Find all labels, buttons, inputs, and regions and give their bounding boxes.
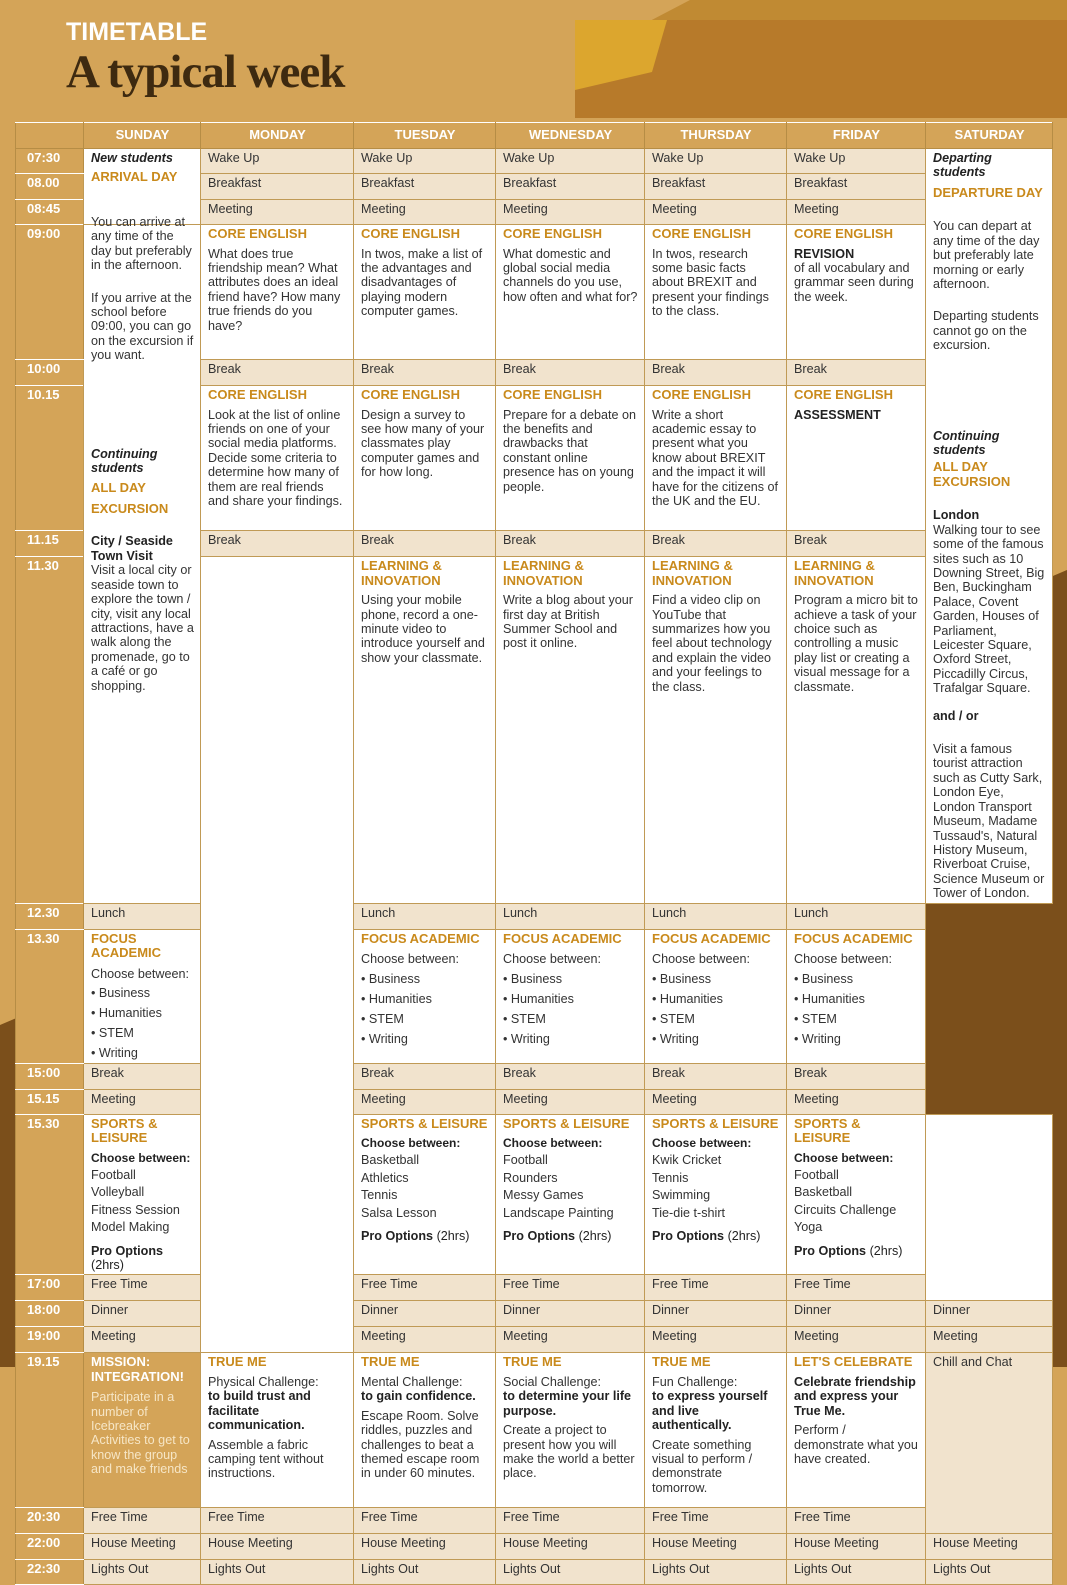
corner-cell bbox=[16, 123, 84, 149]
routine-cell: Free Time bbox=[354, 1275, 496, 1301]
sports-cell: SPORTS & LEISURE Choose between: Football Basketball Circuits Challenge Yoga Pro Options (2hrs) bbox=[787, 1114, 926, 1275]
day-header: TUESDAY bbox=[354, 123, 496, 149]
table-row bbox=[16, 1063, 1053, 1089]
time-cell: 11.30 bbox=[16, 557, 84, 903]
routine-cell: Lunch bbox=[84, 903, 201, 929]
depart-text: You can depart at any time of the day but preferably late morning or early afternoon. bbox=[933, 219, 1040, 291]
table-row bbox=[16, 1114, 1053, 1275]
time-cell: 10:00 bbox=[16, 360, 84, 386]
routine-cell: Lights Out bbox=[787, 1560, 926, 1585]
routine-cell: Break bbox=[787, 531, 926, 557]
time-cell: 18:00 bbox=[16, 1301, 84, 1327]
time-cell: 08.00 bbox=[16, 174, 84, 200]
routine-cell: Meeting bbox=[354, 1327, 496, 1353]
routine-cell: House Meeting bbox=[354, 1534, 496, 1560]
routine-cell: Free Time bbox=[645, 1508, 787, 1534]
sports-cell: SPORTS & LEISURE Choose between: Football Rounders Messy Games Landscape Painting Pro Options (2hrs) bbox=[496, 1114, 645, 1275]
time-cell: 09:00 bbox=[16, 225, 84, 360]
core-english-cell: CORE ENGLISH Look at the list of online friends on one of your social media platforms. Decide some criteria to determine how many of them are real friends and share your findings. bbox=[201, 386, 354, 531]
routine-cell: House Meeting bbox=[201, 1534, 354, 1560]
core-english-cell: CORE ENGLISH What does true friendship mean? What attributes does an ideal friend have? How many true friends do you have? bbox=[201, 225, 354, 360]
early-arrival-text: If you arrive at the school before 09:00, you can go on the excursion if you want. bbox=[91, 290, 194, 363]
routine-cell: Lights Out bbox=[926, 1560, 1053, 1585]
time-cell: 15.30 bbox=[16, 1114, 84, 1275]
routine-cell: Breakfast bbox=[354, 174, 496, 200]
routine-cell: Meeting bbox=[926, 1327, 1053, 1353]
time-cell: 20:30 bbox=[16, 1508, 84, 1534]
table-row bbox=[16, 903, 1053, 929]
table-row bbox=[16, 1534, 1053, 1560]
routine-cell: Dinner bbox=[645, 1301, 787, 1327]
core-english-cell: CORE ENGLISH In twos, research some basic facts about BREXIT and present your findings to the class. bbox=[645, 225, 787, 360]
routine-cell: Break bbox=[496, 360, 645, 386]
routine-cell: Break bbox=[645, 1063, 787, 1089]
routine-cell: Break bbox=[354, 1063, 496, 1089]
celebrate-cell: LET'S CELEBRATE Celebrate friendship and express your True Me. Perform / demonstrate what you have created. bbox=[787, 1353, 926, 1508]
table-row bbox=[16, 1327, 1053, 1353]
routine-cell: Meeting bbox=[645, 1327, 787, 1353]
time-cell: 15.15 bbox=[16, 1089, 84, 1114]
time-cell: 22:30 bbox=[16, 1560, 84, 1585]
sunday-info-cell bbox=[84, 215, 201, 904]
routine-cell: Breakfast bbox=[496, 174, 645, 200]
routine-cell: Free Time bbox=[354, 1508, 496, 1534]
sunday-arrival-cell bbox=[84, 149, 201, 225]
learning-cell: LEARNING & INNOVATION Using your mobile phone, record a one-minute video to introduce yourself and show your classmate. bbox=[354, 557, 496, 903]
routine-cell: Lights Out bbox=[496, 1560, 645, 1585]
time-cell: 10.15 bbox=[16, 386, 84, 531]
routine-cell: Breakfast bbox=[201, 174, 354, 200]
core-english-cell: CORE ENGLISH ASSESSMENT bbox=[787, 386, 926, 531]
routine-cell: Lunch bbox=[787, 903, 926, 929]
routine-cell: House Meeting bbox=[926, 1534, 1053, 1560]
saturday-departure-cell bbox=[926, 149, 1053, 904]
routine-cell: Break bbox=[787, 360, 926, 386]
routine-cell: Break bbox=[645, 531, 787, 557]
routine-cell: Lights Out bbox=[201, 1560, 354, 1585]
time-cell: 13.30 bbox=[16, 929, 84, 1063]
focus-academic-cell: FOCUS ACADEMIC Choose between: • Business • Humanities • STEM • Writing bbox=[84, 929, 201, 1063]
routine-cell: Wake Up bbox=[496, 149, 645, 174]
routine-cell: Free Time bbox=[496, 1275, 645, 1301]
time-cell: 19.15 bbox=[16, 1353, 84, 1508]
saturday-afternoon-spacer bbox=[926, 1114, 1053, 1301]
table-row bbox=[16, 149, 1053, 174]
focus-academic-cell: FOCUS ACADEMIC Choose between: • Business • Humanities • STEM • Writing bbox=[645, 929, 787, 1063]
page-subtitle: TIMETABLE bbox=[66, 18, 208, 46]
core-english-cell: CORE ENGLISH REVISION of all vocabulary and grammar seen during the week. bbox=[787, 225, 926, 360]
table-row bbox=[16, 929, 1053, 1063]
arrive-text: You can arrive at any time of the day but preferably in the afternoon. bbox=[91, 215, 192, 273]
routine-cell: Break bbox=[354, 360, 496, 386]
table-row bbox=[16, 1353, 1053, 1508]
timetable bbox=[15, 122, 1053, 1585]
routine-cell: Lights Out bbox=[645, 1560, 787, 1585]
routine-cell: Lights Out bbox=[354, 1560, 496, 1585]
saturday-continuing-label: Continuing students bbox=[933, 428, 1000, 457]
routine-cell: Meeting bbox=[496, 200, 645, 225]
focus-academic-cell: FOCUS ACADEMIC Choose between: • Business • Humanities • STEM • Writing bbox=[354, 929, 496, 1063]
table-row bbox=[16, 1089, 1053, 1114]
new-students-label: New students bbox=[91, 151, 173, 165]
routine-cell: Meeting bbox=[496, 1327, 645, 1353]
routine-cell: Meeting bbox=[787, 1327, 926, 1353]
time-cell: 11.15 bbox=[16, 531, 84, 557]
routine-cell: Free Time bbox=[496, 1508, 645, 1534]
core-english-cell: CORE ENGLISH Design a survey to see how many of your classmates play computer games and for how long. bbox=[354, 386, 496, 531]
chill-and-chat-cell: Chill and Chat bbox=[926, 1353, 1053, 1534]
day-header-row bbox=[16, 123, 1053, 149]
core-english-cell: CORE ENGLISH In twos, make a list of the advantages and disadvantages of playing modern computer games. bbox=[354, 225, 496, 360]
table-row bbox=[16, 1301, 1053, 1327]
all-day-heading: ALL DAY bbox=[91, 480, 146, 496]
routine-cell: Break bbox=[645, 360, 787, 386]
routine-cell: House Meeting bbox=[645, 1534, 787, 1560]
and-or-label: and / or bbox=[933, 708, 979, 723]
sunday-continuing-label: Continuing students bbox=[91, 446, 158, 476]
table-row bbox=[16, 1275, 1053, 1301]
departing-students-label: Departing students bbox=[933, 151, 992, 180]
routine-cell: Dinner bbox=[84, 1301, 201, 1327]
routine-cell: Meeting bbox=[84, 1089, 201, 1114]
london-text: Walking tour to see some of the famous sites such as 10 Downing Street, Big Ben, Buckingham Palace, Covent Garden, Houses of Parliament, Leicester Square, Oxford Street, Piccadilly Circus, Trafalgar Square. bbox=[933, 522, 1045, 696]
core-english-cell: CORE ENGLISH What domestic and global social media channels do you use, how often and what for? bbox=[496, 225, 645, 360]
routine-cell: Break bbox=[787, 1063, 926, 1089]
departure-day-heading: DEPARTURE DAY bbox=[933, 184, 1043, 200]
routine-cell: Break bbox=[201, 531, 354, 557]
routine-cell: House Meeting bbox=[496, 1534, 645, 1560]
routine-cell: Breakfast bbox=[787, 174, 926, 200]
sports-cell: SPORTS & LEISURE Choose between: Football Volleyball Fitness Session Model Making Pro Options (2hrs) bbox=[84, 1114, 201, 1275]
excursion-heading: EXCURSION bbox=[91, 500, 169, 516]
depart-note: Departing students cannot go on the excursion. bbox=[933, 309, 1039, 353]
day-header: SATURDAY bbox=[926, 123, 1053, 149]
routine-cell: Free Time bbox=[84, 1275, 201, 1301]
routine-cell: Meeting bbox=[787, 200, 926, 225]
day-header: WEDNESDAY bbox=[496, 123, 645, 149]
core-english-cell: CORE ENGLISH Prepare for a debate on the benefits and drawbacks that constant online presence has on young people. bbox=[496, 386, 645, 531]
routine-cell: Break bbox=[496, 531, 645, 557]
routine-cell: Meeting bbox=[645, 1089, 787, 1114]
core-english-cell: CORE ENGLISH Write a short academic essay to present what you know about BREXIT and the impact it will have for the citizens of the UK and the EU. bbox=[645, 386, 787, 531]
focus-academic-cell: FOCUS ACADEMIC Choose between: • Business • Humanities • STEM • Writing bbox=[787, 929, 926, 1063]
routine-cell: Dinner bbox=[496, 1301, 645, 1327]
routine-cell: Meeting bbox=[645, 200, 787, 225]
routine-cell: Break bbox=[84, 1063, 201, 1089]
saturday-excursion-heading: ALL DAY EXCURSION bbox=[933, 459, 1011, 489]
routine-cell: Wake Up bbox=[354, 149, 496, 174]
time-cell: 15:00 bbox=[16, 1063, 84, 1089]
learning-cell: LEARNING & INNOVATION Program a micro bit to achieve a task of your choice such as controlling a music play list or creating a visual message for a classmate. bbox=[787, 557, 926, 903]
routine-cell: Meeting bbox=[354, 1089, 496, 1114]
routine-cell: Lunch bbox=[645, 903, 787, 929]
routine-cell: Dinner bbox=[926, 1301, 1053, 1327]
city-visit-text: Visit a local city or seaside town to explore the town / city, visit any local attractions, have a walk along the promenade, go to a café or go shopping. bbox=[91, 563, 194, 693]
routine-cell: Lunch bbox=[496, 903, 645, 929]
routine-cell: Meeting bbox=[496, 1089, 645, 1114]
sunday-evening-spacer bbox=[201, 557, 354, 1353]
routine-cell: Free Time bbox=[787, 1275, 926, 1301]
focus-academic-cell: FOCUS ACADEMIC Choose between: • Business • Humanities • STEM • Writing bbox=[496, 929, 645, 1063]
true-me-cell: TRUE ME Mental Challenge: to gain confidence. Escape Room. Solve riddles, puzzles and challenges to beat a themed escape room in under 60 minutes. bbox=[354, 1353, 496, 1508]
time-cell: 19:00 bbox=[16, 1327, 84, 1353]
day-header: FRIDAY bbox=[787, 123, 926, 149]
table-row bbox=[16, 1560, 1053, 1585]
table-row bbox=[16, 1508, 1053, 1534]
time-cell: 22:00 bbox=[16, 1534, 84, 1560]
routine-cell: Meeting bbox=[354, 200, 496, 225]
city-visit-title: City / Seaside Town Visit bbox=[91, 534, 173, 563]
routine-cell: Free Time bbox=[84, 1508, 201, 1534]
routine-cell: Break bbox=[496, 1063, 645, 1089]
routine-cell: Lunch bbox=[354, 903, 496, 929]
true-me-cell: TRUE ME Physical Challenge: to build trust and facilitate communication. Assemble a fabric camping tent without instructions. bbox=[201, 1353, 354, 1508]
routine-cell: House Meeting bbox=[787, 1534, 926, 1560]
true-me-cell: TRUE ME Fun Challenge: to express yourself and live authentically. Create something visual to perform / demonstrate tomorrow. bbox=[645, 1353, 787, 1508]
sports-cell: SPORTS & LEISURE Choose between: Basketball Athletics Tennis Salsa Lesson Pro Options (2hrs) bbox=[354, 1114, 496, 1275]
routine-cell: Break bbox=[201, 360, 354, 386]
page-title: A typical week bbox=[66, 46, 345, 98]
routine-cell: Breakfast bbox=[645, 174, 787, 200]
time-cell: 08:45 bbox=[16, 200, 84, 225]
sports-cell: SPORTS & LEISURE Choose between: Kwik Cricket Tennis Swimming Tie-die t-shirt Pro Options (2hrs) bbox=[645, 1114, 787, 1275]
london-title: London bbox=[933, 508, 980, 523]
day-header: MONDAY bbox=[201, 123, 354, 149]
routine-cell: Wake Up bbox=[201, 149, 354, 174]
routine-cell: Free Time bbox=[787, 1508, 926, 1534]
arrival-day-heading: ARRIVAL DAY bbox=[91, 169, 178, 185]
day-header: THURSDAY bbox=[645, 123, 787, 149]
time-cell: 17:00 bbox=[16, 1275, 84, 1301]
time-cell: 12.30 bbox=[16, 903, 84, 929]
routine-cell: Meeting bbox=[84, 1327, 201, 1353]
mission-cell: MISSION: INTEGRATION! Participate in a number of Icebreaker Activities to get to know the group and make friends bbox=[84, 1353, 201, 1508]
routine-cell: Free Time bbox=[645, 1275, 787, 1301]
learning-cell: LEARNING & INNOVATION Find a video clip on YouTube that summarizes how you feel about technology and explain the video and your feelings to the class. bbox=[645, 557, 787, 903]
routine-cell: Lights Out bbox=[84, 1560, 201, 1585]
day-header: SUNDAY bbox=[84, 123, 201, 149]
table-row bbox=[16, 225, 1053, 360]
routine-cell: Wake Up bbox=[787, 149, 926, 174]
routine-cell: Meeting bbox=[201, 200, 354, 225]
routine-cell: Meeting bbox=[787, 1089, 926, 1114]
learning-cell: LEARNING & INNOVATION Write a blog about your first day at British Summer School and post it online. bbox=[496, 557, 645, 903]
routine-cell: House Meeting bbox=[84, 1534, 201, 1560]
routine-cell: Dinner bbox=[787, 1301, 926, 1327]
routine-cell: Wake Up bbox=[645, 149, 787, 174]
routine-cell: Break bbox=[354, 531, 496, 557]
time-cell: 07:30 bbox=[16, 149, 84, 174]
routine-cell: Dinner bbox=[354, 1301, 496, 1327]
attraction-text: Visit a famous tourist attraction such as Cutty Sark, London Eye, London Transport Museum, Madame Tussaud's, Natural History Museum, Riverboat Cruise, Science Museum or Tower of London. bbox=[933, 742, 1045, 901]
true-me-cell: TRUE ME Social Challenge: to determine your life purpose. Create a project to present how you will make the world a better place. bbox=[496, 1353, 645, 1508]
routine-cell: Free Time bbox=[201, 1508, 354, 1534]
